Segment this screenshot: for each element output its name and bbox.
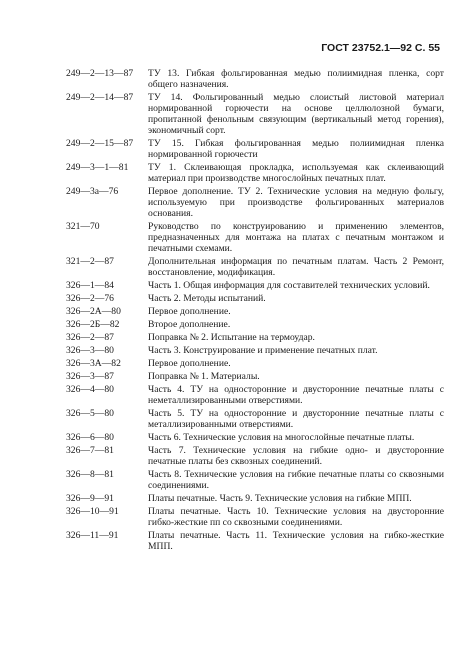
standard-description: Руководство по конструированию и применению элементов, предназначенных для монтажа на платах с печатным монтажом и печатными схемами. [148, 221, 444, 254]
standard-description: Первое дополнение. [148, 358, 231, 369]
list-item [66, 68, 444, 90]
standard-code: 249—3а—76 [66, 186, 119, 197]
standard-code: 326—2—87 [66, 332, 114, 343]
standard-code: 249—2—13—87 [66, 68, 134, 79]
list-item [66, 332, 444, 343]
standard-description: Часть 7. Технические условия на гибкие одно- и двусторонние печатные платы без сквозных соединений. [148, 445, 444, 467]
standard-description: Часть 2. Методы испытаний. [148, 293, 266, 304]
standard-description: Дополнительная информация по печатным платам. Часть 2 Ремонт, восстановление, модификация. [148, 256, 444, 278]
standard-code: 326—6—80 [66, 432, 114, 443]
standard-code: 249—3—1—81 [66, 162, 129, 173]
list-item [66, 92, 444, 136]
standard-description: Поправка № 2. Испытание на термоудар. [148, 332, 315, 343]
standard-code: 326—2Б—82 [66, 319, 120, 330]
standards-list [66, 68, 444, 554]
standard-description: Платы печатные. Часть 9. Технические условия на гибкие МПП. [148, 493, 412, 504]
standard-code: 326—3—87 [66, 371, 114, 382]
standard-code: 326—5—80 [66, 408, 114, 419]
standard-description: ТУ 15. Гибкая фольгированная медью полиимидная пленка нормированной горючести [148, 138, 444, 160]
standard-description: Часть 1. Общая информация для составителей технических условий. [148, 280, 430, 291]
standard-description: ТУ 1. Склеивающая прокладка, используемая как склеивающий материал при производстве многослойных печатных плат. [148, 162, 444, 184]
list-item [66, 469, 444, 491]
standard-description: Платы печатные. Часть 11. Технические условия на гибко-жесткие МПП. [148, 530, 444, 552]
list-item [66, 432, 444, 443]
standard-code: 326—11—91 [66, 530, 119, 541]
standard-description: ТУ 14. Фольгированный медью слоистый листовой материал нормированной горючести на основе целлюлозной бумаги, пропитанной фенольным связующим (вертикальный метод горения), экономичный сорт. [148, 92, 444, 136]
standard-description: ТУ 13. Гибкая фольгированная медью полиимидная пленка, сорт общего назначения. [148, 68, 444, 90]
standard-code: 249—2—14—87 [66, 92, 134, 103]
list-item [66, 256, 444, 278]
standard-code: 326—1—84 [66, 280, 114, 291]
standard-description: Первое дополнение. ТУ 2. Технические условия на медную фольгу, используемую при производстве фольгированных материалов основания. [148, 186, 444, 219]
list-item [66, 186, 444, 219]
list-item [66, 506, 444, 528]
list-item [66, 384, 444, 406]
list-item [66, 493, 444, 504]
standard-code: 326—9—91 [66, 493, 114, 504]
standard-description: Часть 5. ТУ на односторонние и двусторонние печатные платы с металлизированными отверстиями. [148, 408, 444, 430]
list-item [66, 293, 444, 304]
standard-description: Платы печатные. Часть 10. Технические условия на двусторонние гибко-жесткие пп со сквозными соединениями. [148, 506, 444, 528]
standard-description: Часть 6. Технические условия на многослойные печатные платы. [148, 432, 415, 443]
list-item [66, 306, 444, 317]
standard-description: Часть 8. Технические условия на гибкие печатные платы со сквозными соединениями. [148, 469, 444, 491]
standard-description: Часть 4. ТУ на односторонние и двусторонние печатные платы с неметаллизированными отверстиями. [148, 384, 444, 406]
list-item [66, 280, 444, 291]
standard-description: Второе дополнение. [148, 319, 231, 330]
standard-code: 326—2—76 [66, 293, 114, 304]
list-item [66, 371, 444, 382]
standard-description: Поправка № 1. Материалы. [148, 371, 260, 382]
standard-code: 326—2А—80 [66, 306, 121, 317]
list-item [66, 221, 444, 254]
list-item [66, 138, 444, 160]
list-item [66, 319, 444, 330]
list-item [66, 162, 444, 184]
standard-code: 326—7—81 [66, 445, 114, 456]
standard-code: 249—2—15—87 [66, 138, 134, 149]
standard-description: Часть 3. Конструирование и применение печатных плат. [148, 345, 378, 356]
list-item [66, 445, 444, 467]
standard-code: 326—8—81 [66, 469, 114, 480]
standard-code: 326—10—91 [66, 506, 119, 517]
list-item [66, 530, 444, 552]
standard-code: 326—3А—82 [66, 358, 121, 369]
page-header: ГОСТ 23752.1—92 С. 55 [321, 42, 440, 54]
standard-description: Первое дополнение. [148, 306, 231, 317]
standard-code: 326—4—80 [66, 384, 114, 395]
standard-code: 321—70 [66, 221, 100, 232]
list-item [66, 358, 444, 369]
list-item [66, 345, 444, 356]
standard-code: 321—2—87 [66, 256, 114, 267]
standard-code: 326—3—80 [66, 345, 114, 356]
list-item [66, 408, 444, 430]
